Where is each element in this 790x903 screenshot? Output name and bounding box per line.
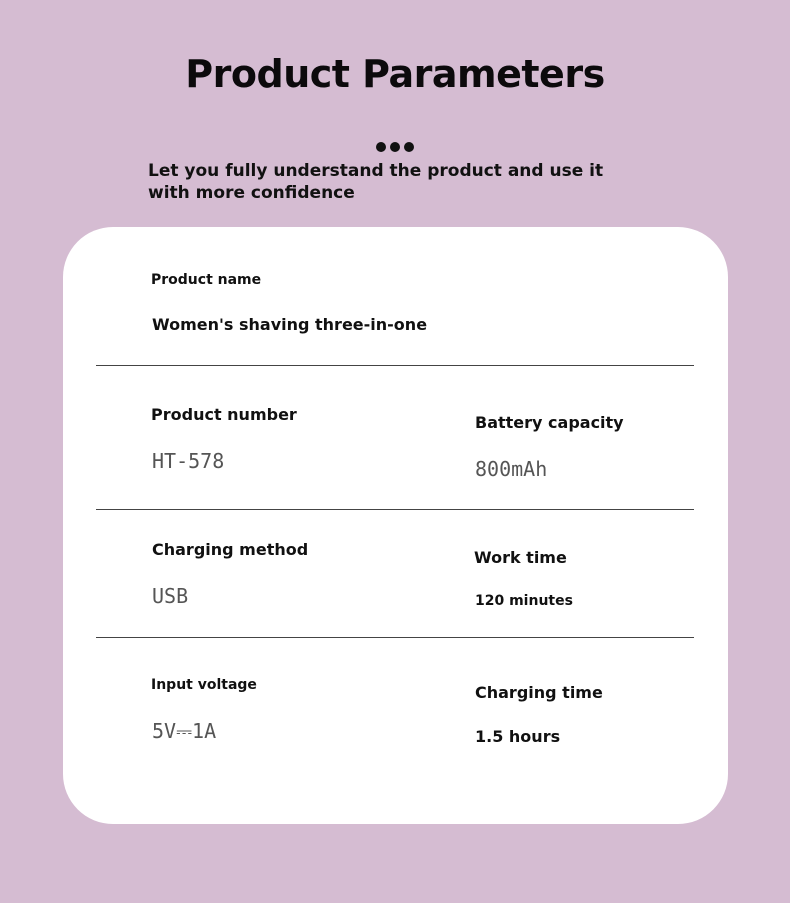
battery-capacity-value: 800mAh <box>475 457 548 481</box>
ellipsis-dots-icon <box>0 142 790 152</box>
divider <box>96 637 694 638</box>
charging-time-value: 1.5 hours <box>475 727 561 746</box>
dot-icon <box>376 142 386 152</box>
product-number-value: HT-578 <box>152 449 225 473</box>
dot-icon <box>404 142 414 152</box>
page-subtitle: Let you fully understand the product and use it with more confidence <box>148 161 604 203</box>
input-voltage-value: 5V⎓1A <box>152 719 217 743</box>
work-time-value: 120 minutes <box>475 593 573 609</box>
page-title: Product Parameters <box>185 52 605 96</box>
charging-method-label: Charging method <box>152 540 309 559</box>
charging-method-value: USB <box>152 584 189 608</box>
divider <box>96 365 694 366</box>
charging-time-label: Charging time <box>475 683 603 702</box>
parameters-card <box>63 227 728 824</box>
product-number-label: Product number <box>151 405 297 424</box>
product-name-value: Women's shaving three-in-one <box>152 315 428 334</box>
divider <box>96 509 694 510</box>
work-time-label: Work time <box>474 548 567 567</box>
battery-capacity-label: Battery capacity <box>475 413 624 432</box>
input-voltage-label: Input voltage <box>151 677 257 693</box>
product-name-label: Product name <box>151 272 262 288</box>
dot-icon <box>390 142 400 152</box>
